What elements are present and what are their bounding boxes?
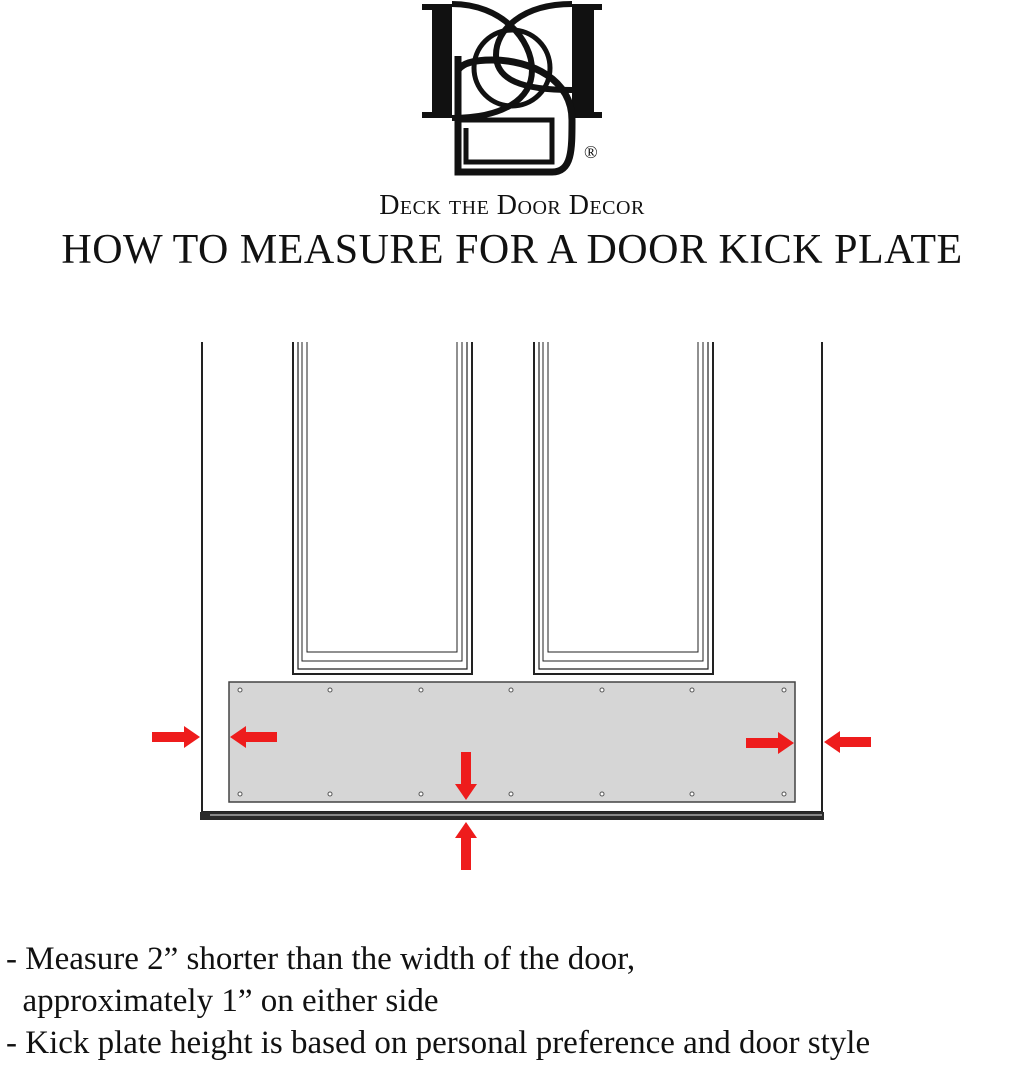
instruction-line-1: - Measure 2” shorter than the width of the door, (6, 941, 636, 977)
logo-left-d (422, 4, 452, 118)
instructions (6, 938, 870, 1064)
brand-logo (412, 0, 612, 180)
screw-hole (328, 792, 332, 796)
instruction-line-2: approximately 1” on either side (6, 983, 439, 1019)
brand-name: Deck the Door Decor (379, 190, 645, 221)
kick-plate (229, 682, 795, 802)
screw-hole (600, 792, 604, 796)
logo-lower-bar (458, 120, 552, 162)
screw-hole (238, 688, 242, 692)
instruction-line-3: - Kick plate height is based on personal preference and door style (6, 1025, 871, 1061)
screw-hole (600, 688, 604, 692)
arrow-door-bottom-edge (455, 822, 477, 870)
arrow-door-right-edge (824, 731, 871, 753)
screw-hole (328, 688, 332, 692)
logo-right-d (572, 4, 602, 118)
screw-hole (419, 792, 423, 796)
door-diagram (0, 330, 1024, 890)
page-title: HOW TO MEASURE FOR A DOOR KICK PLATE (61, 227, 963, 273)
screw-hole (782, 792, 786, 796)
screw-hole (238, 792, 242, 796)
screw-hole (509, 792, 513, 796)
screw-hole (419, 688, 423, 692)
arrow-door-left-edge (152, 726, 200, 748)
door-threshold-highlight (210, 814, 822, 816)
registered-mark: ® (584, 142, 598, 162)
screw-hole (690, 792, 694, 796)
screw-hole (509, 688, 513, 692)
screw-hole (782, 688, 786, 692)
screw-hole (690, 688, 694, 692)
